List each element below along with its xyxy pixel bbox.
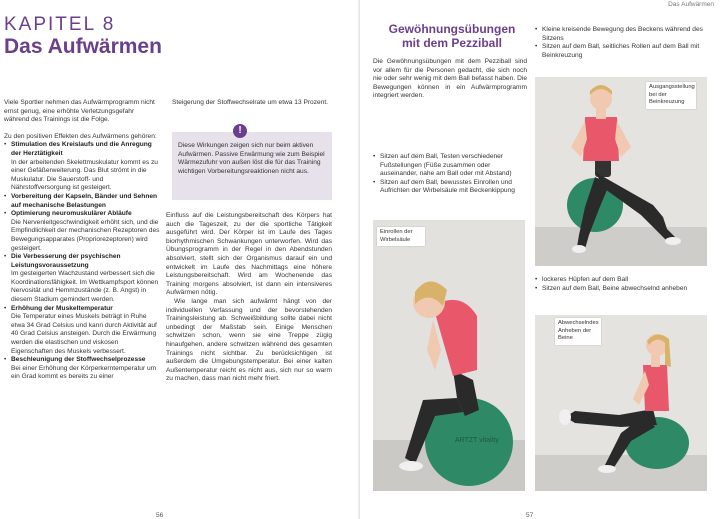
list-item: • Sitzen auf dem Ball, Beine abwechselnd anheben [535,285,715,294]
list-item: • Vorbereitung der Kapseln, Bänder und Sehnen auf mechanische Belastungen [4,193,160,210]
section-heading: Gewöhnungsübungen mit dem Pezziball [388,22,516,50]
photo-roll-spine [373,220,525,491]
left-column-2-body [166,212,332,384]
right-intro: Die Gewöhnungsübungen mit dem Pezziball sind vor allem für die Personen gedacht, die sich noch nie oder sehr wenig mit dem Ball befasst haben. Die Bewegungen können in ein Aufwärmprogramm integriert werden. [373,58,527,100]
bullets-top-right-block [535,26,715,60]
left-column-1 [4,99,160,382]
bullets-bottom-right-block [535,276,715,293]
continued-text: Steigerung der Stoffwechselrate um etwa 13 Prozent. [172,99,329,106]
bullets-top-right [535,26,715,60]
exclamation-icon: ! [233,124,247,138]
page-number-right: 57 [526,512,534,519]
list-item: • Optimierung neuromuskulärer Abläufe Die Nervenleitgeschwindigkeit erhöht sich, und die Empfindlichkeit der mechanischen Rezeptoren des Bewegungsapparates (Propriorezeptoren) wird gesteigert. [4,210,160,253]
caption-bottom: Abwechselndes Anheben der Beine [555,318,601,345]
running-head: Das Aufwärmen [668,1,714,8]
chapter-label: KAPITEL 8 [4,14,116,35]
caption-left: Einrollen der Wirbelsäule [377,227,425,246]
list-item: • Stimulation des Kreislaufs und die Anregung der Herztätigkeit In der arbeitenden Skelettmuskulatur kommt es zu einer Gefäßerweiterung. Das Blut strömt in die Muskulatur. Die Sauerstoff- und Nährstoffversorgung ist gesteigert. [4,141,160,193]
list-item: • Die Verbesserung der psychischen Leistungsvoraussetzung Im gesteigerten Wachzustand verbessert sich die Koordinationsfähigkeit. Im Wettkampfsport können Nervosität und Hemmzustände (z. B. Angst) in diesem Stadium gemindert werden. [4,253,160,305]
list-item: • Sitzen auf dem Ball, Testen verschiedener Fußstellungen (Füße zusammen oder auseinander, nahe am Ball oder mit Abstand) [373,153,527,179]
effects-intro: Zu den positiven Effekten des Aufwärmens gehören: [4,132,157,140]
list-item: • Sitzen auf dem Ball, bewusstes Einrollen und Aufrichten der Wirbelsäule mit Beckenkippung [373,179,527,196]
left-column-2-top [172,99,332,108]
ball-brand: ARTZT vitality [455,437,499,444]
note-text: Diese Wirkungen zeigen sich nur beim aktiven Aufwärmen. Passive Erwärmung wie zum Beispiel Wärmezufuhr von außen löst die für das Training wichtigen Vorbereitungsreaktionen nicht aus. [178,142,325,175]
intro-paragraph: Viele Sportler nehmen das Aufwärmprogramm nicht ernst genug, eine erhöhte Verletzungsgefahr während des Trainings ist die Folge. [4,99,155,124]
paragraph-timeofday: Einfluss auf die Leistungsbereitschaft des Körpers hat auch die Tageszeit, zu der die sportliche Tätigkeit ausgeführt wird. Der Körper ist im Laufe des Tages biorhythmischen Schwankungen unterworfen. Wird das Übungsprogramm in der Regel in den Abendstunden absolviert, stellt sich der Organismus darauf ein und entwickelt im Laufe des Nachmittags eine höhere Leistungsbereitschaft. Wird am Wochenende das Training morgens absolviert, ist dann ein intensiveres Aufwärmen nötig. [166,212,332,297]
bullets-bottom-right [535,276,715,293]
paragraph-duration: Wie lange man sich aufwärmt hängt von der individuellen Verfassung und der bevorstehenden Trainingsleistung ab. Schweißbildung sollte dabei nicht unbedingt der Maßstab sein. Einige Menschen schwitzen schon, wenn sie eine Treppe zügig hinaufgehen, andere schwitzen während des gesamten Trainings nicht sichtbar. Zu berücksichtigen ist außerdem die Umgebungstemperatur. Bei einer kalten Außentemperatur reicht es nicht aus, sich nur so warm zu machen, dass man nicht mehr friert. [166,297,332,383]
bullets-mid-block [373,153,527,196]
right-intro-block [373,58,527,101]
list-item: • Kleine kreisende Bewegung des Beckens während des Sitzens [535,26,715,43]
bullets-mid [373,153,527,196]
page-number-left: 56 [156,512,164,519]
note-box [172,132,332,200]
caption-top: Ausgangsstellung bei der Beinkreuzung [646,82,696,109]
chapter-title: Das Aufwärmen [4,35,162,58]
list-item: • lockeres Hüpfen auf dem Ball [535,276,715,285]
effects-list [4,141,160,382]
list-item: • Beschleunigung der Stoffwechselprozesse Bei einer Erhöhung der Körperkerntemperatur um ein Grad kommt es bereits zu einer [4,356,160,382]
woman-ball-roll-spine-illustration [373,220,525,491]
list-item: • Sitzen auf dem Ball, seitliches Rollen auf dem Ball mit Beinkreuzung [535,43,715,60]
list-item: • Erhöhung der Muskeltemperatur Die Temperatur eines Muskels beträgt in Ruhe etwa 34 Grad Celsius und kann durch Aktivität auf 40 Grad Celsius ansteigen. Durch die Erwärmung werden die elastischen und viskosen Eigenschaften des Muskels verbessert. [4,305,160,357]
right-page [360,0,720,519]
